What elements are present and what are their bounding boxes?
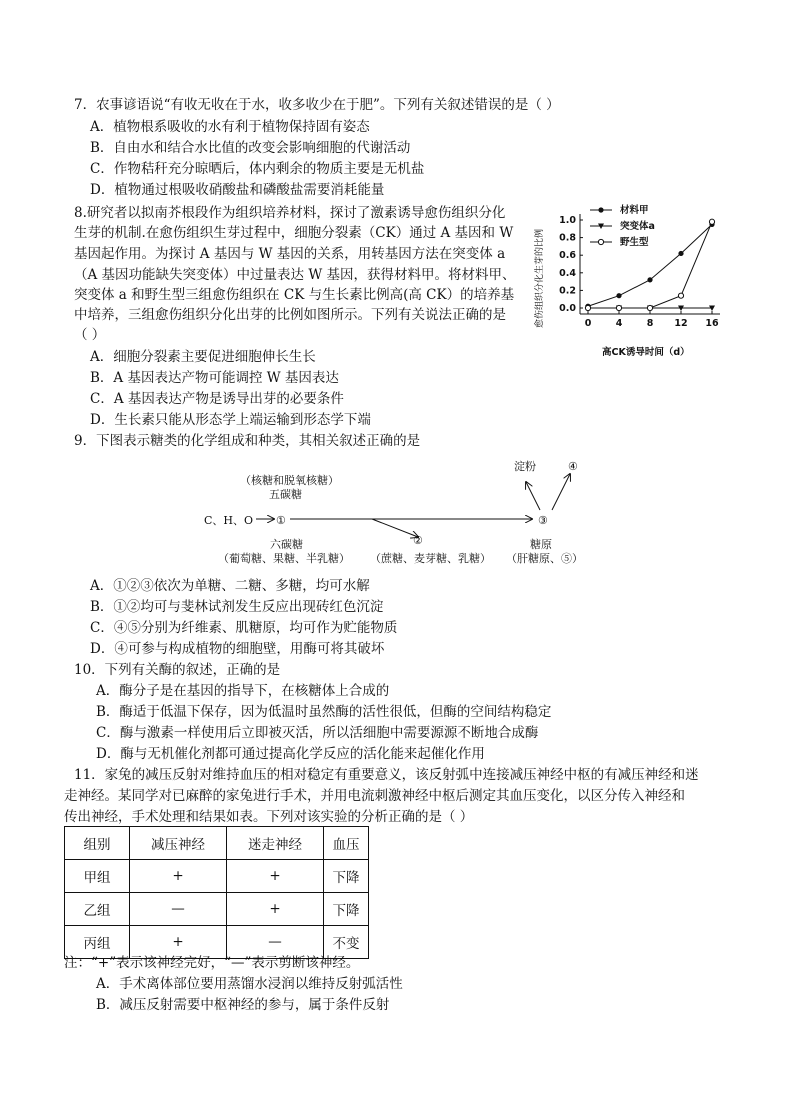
table-header-cell: 减压神经: [130, 827, 227, 860]
q7-stem: 7．农事谚语说“有收无收在于水，收多收少在于肥”。下列有关叙述错误的是（ ）: [74, 97, 560, 113]
hexose-note: （葡萄糖、果糖、半乳糖）: [218, 552, 350, 565]
q11-note: 注：“+”表示该神经完好，“—”表示剪断该神经。: [64, 955, 360, 971]
series-point-3: [585, 305, 590, 310]
node-3: ③: [538, 514, 548, 527]
chart-x-tick-label: 0: [584, 318, 592, 329]
chart-y-tick-label: 0.6: [559, 250, 576, 262]
series-point-1: [616, 293, 621, 298]
legend-marker: [598, 239, 603, 244]
q8-stem-line4: （A 基因功能缺失突变体）中过量表达 W 基因，获得材料甲。将材料甲、: [74, 267, 516, 283]
chart-x-tick-label: 4: [615, 318, 623, 329]
glycogen-label: 糖原: [530, 538, 552, 551]
table-cell: +: [130, 926, 227, 959]
q8-stem-line7: （ ）: [74, 327, 106, 343]
chart-xlabel: 高CK诱导时间（d）: [602, 347, 690, 358]
series-point-1: [678, 251, 683, 256]
chart-y-tick-label: 0.4: [559, 267, 576, 279]
q11-option-b: B．减压反射需要中枢神经的参与，属于条件反射: [96, 997, 390, 1013]
series-point-3: [678, 293, 683, 298]
q8-option-b: B．A 基因表达产物可能调控 W 基因表达: [90, 370, 339, 386]
table-cell: 甲组: [65, 860, 130, 893]
hexose-label: 六碳糖: [270, 538, 303, 551]
table-cell: —: [227, 926, 324, 959]
q8-option-c: C．A 基因表达产物是诱导出芽的必要条件: [90, 391, 344, 407]
starch-label: 淀粉: [514, 460, 536, 473]
q8-stem-line3: 基因起作用。为探讨 A 基因与 W 基因的关系，用转基因方法在突变体 a: [74, 246, 506, 262]
q9-option-c: C．④⑤分别为纤维素、肌糖原，均可作为贮能物质: [90, 620, 398, 636]
chart-marks: [585, 219, 715, 311]
node-4: ④: [568, 460, 578, 473]
q9-stem: 9．下图表示糖类的化学组成和种类，其相关叙述正确的是: [74, 433, 421, 449]
q8-stem-line1: 8.研究者以拟南芥根段作为组织培养材料，探讨了激素诱导愈伤组织分化: [74, 205, 506, 221]
elements-label: C、H、O: [204, 514, 254, 527]
q11-stem-line1: 11．家兔的减压反射对维持血压的相对稳定有重要意义，该反射弧中连接减压神经中枢的有减压神经和迷: [74, 767, 699, 783]
q10-option-a: A．酶分子是在基因的指导下，在核糖体上合成的: [96, 683, 390, 699]
chart-x-tick-label: 12: [674, 318, 688, 329]
node-1: ①: [276, 514, 286, 527]
chart-x-tick-label: 8: [646, 318, 654, 329]
q7-option-c: C．作物秸秆充分晾晒后，体内剩余的物质主要是无机盐: [90, 161, 425, 177]
q9-option-a: A．①②③依次为单糖、二糖、多糖，均可水解: [90, 578, 370, 594]
table-cell: 不变: [324, 926, 369, 959]
q8-option-d: D．生长素只能从形态学上端运输到形态学下端: [90, 412, 371, 428]
disaccharide-note: （蔗糖、麦芽糖、乳糖）: [370, 552, 491, 565]
chart-legend: [590, 204, 655, 248]
series-point-3: [647, 305, 652, 310]
chart-y-tick-label: 1.0: [559, 215, 576, 226]
table-cell: +: [227, 860, 324, 893]
q11-option-a: A．手术离体部位要用蒸馏水浸润以维持反射弧活性: [96, 976, 403, 992]
pentose-note: （核糖和脱氧核糖）: [240, 474, 339, 487]
q10-option-b: B．酶适于低温下保存，因为低温时虽然酶的活性很低，但酶的空间结构稳定: [96, 704, 552, 720]
q9-option-d: D．④可参与构成植物的细胞壁，用酶可将其破坏: [90, 641, 385, 657]
chart-y-tick-label: 0.2: [559, 285, 576, 297]
table-cell: —: [130, 893, 227, 926]
table-header-row: [65, 827, 369, 860]
series-line-3: [588, 222, 712, 308]
legend-label: 野生型: [620, 237, 649, 248]
q10-option-d: D．酶与无机催化剂都可通过提高化学反应的活化能来起催化作用: [96, 746, 485, 762]
q9-option-b: B．①②均可与斐林试剂发生反应出现砖红色沉淀: [90, 599, 384, 615]
table-row: [65, 860, 369, 893]
q11-stem-line2: 走神经。某同学对已麻醉的家兔进行手术，并用电流刺激神经中枢后测定其血压变化，以区分传入神经和: [64, 788, 685, 804]
chart-y-tick-label: 0.8: [559, 232, 576, 244]
q7-option-a: A．植物根系吸收的水有利于植物保持固有姿态: [90, 119, 370, 135]
q7-option-b: B．自由水和结合水比值的改变会影响细胞的代谢活动: [90, 140, 411, 156]
glycogen-note: （肝糖原、⑤）: [506, 552, 583, 565]
table-cell: 丙组: [65, 926, 130, 959]
chart-x-tick-label: 16: [705, 318, 719, 329]
table-cell: +: [130, 860, 227, 893]
legend-label: 材料甲: [620, 205, 649, 216]
q11-stem-line3: 传出神经，手术处理和结果如表。下列对该实验的分析正确的是（ ）: [64, 809, 474, 825]
q8-stem-line6: 中培养，三组愈伤组织分化出芽的比例如图所示。下列有关说法正确的是: [74, 307, 506, 323]
chart-ylabel: 愈伤组织分化生芽的比例: [535, 228, 545, 328]
table-header-cell: 组别: [65, 827, 130, 860]
table-row: [65, 893, 369, 926]
q8-stem-line5: 突变体 a 和野生型三组愈伤组织在 CK 与生长素比例高(高 CK）的培养基: [74, 287, 515, 303]
node-2: ②: [413, 534, 423, 547]
table-cell: 乙组: [65, 893, 130, 926]
chart-y-tick-label: 0.0: [559, 303, 576, 314]
q11-results-table: [64, 826, 369, 959]
legend-label: 突变体a: [620, 221, 655, 232]
series-point-1: [647, 277, 652, 282]
q8-option-a: A．细胞分裂素主要促进细胞伸长生长: [90, 349, 316, 365]
series-point-3: [616, 305, 621, 310]
q8-line-chart: [530, 200, 730, 360]
series-point-3: [709, 219, 714, 224]
q10-option-c: C．酶与激素一样使用后立即被灭活，所以活细胞中需要源源不断地合成酶: [96, 725, 539, 741]
legend-marker: [598, 207, 603, 212]
table-cell: +: [227, 893, 324, 926]
q8-stem-line2: 生芽的机制.在愈伤组织生芽过程中，细胞分裂素（CK）通过 A 基因和 W: [74, 225, 514, 241]
sugar-classification-diagram: [190, 452, 620, 572]
q10-stem: 10．下列有关酶的叙述，正确的是: [74, 662, 281, 678]
pentose-label: 五碳糖: [269, 488, 302, 501]
table-cell: 下降: [324, 893, 369, 926]
table-header-cell: 迷走神经: [227, 827, 324, 860]
table-header-cell: 血压: [324, 827, 369, 860]
q7-option-d: D．植物通过根吸收硝酸盐和磷酸盐需要消耗能量: [90, 182, 385, 198]
table-cell: 下降: [324, 860, 369, 893]
